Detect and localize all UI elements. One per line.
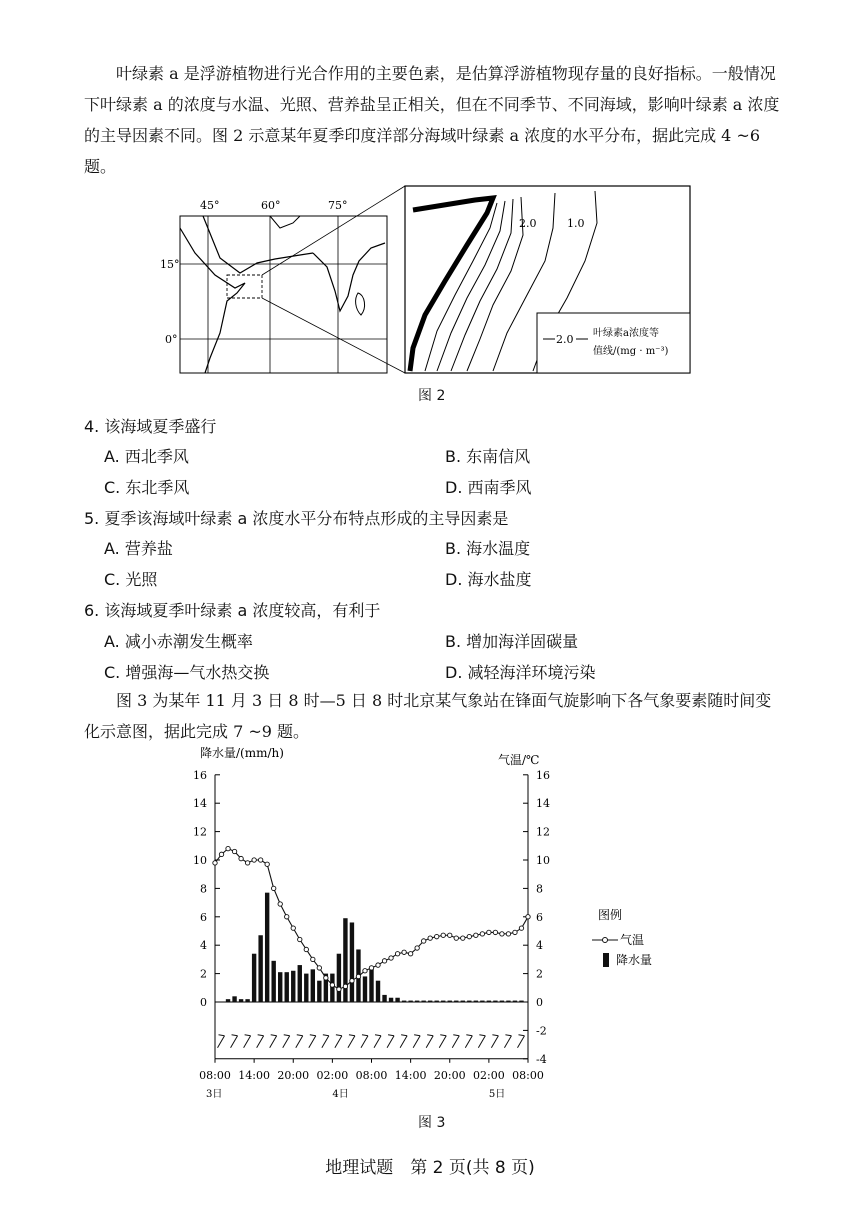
intro-paragraph-1: 叶绿素 a 是浮游植物进行光合作用的主要色素，是估算浮游植物现存量的良好指标。一般情况下叶绿素 a 的浓度与水温、光照、营养盐呈正相关，但在不同季节、不同海域，影响叶绿素 a 浓度的主导因素不同。图 2 示意某年夏季印度洋部分海域叶绿素 a 浓度的水平分布，据此完成 4 ~6 题。 — [84, 64, 780, 176]
temperature-point — [526, 915, 530, 919]
precipitation-bar — [285, 972, 289, 1002]
precipitation-bar — [337, 954, 341, 1002]
temperature-point — [317, 966, 321, 970]
wind-barb-icon — [517, 1035, 524, 1048]
wind-barb-icon — [348, 1035, 355, 1048]
y-right-tick-label: 2 — [536, 967, 543, 981]
temperature-point — [304, 947, 308, 951]
zoomed-panel — [405, 186, 690, 373]
precipitation-bar — [461, 1001, 465, 1002]
temperature-point — [500, 932, 504, 936]
x-tick-label: 20:00 — [277, 1068, 310, 1082]
question-5-option-d: D. 海水盐度 — [445, 570, 532, 589]
precipitation-bar — [513, 1001, 517, 1002]
precipitation-bar — [395, 998, 399, 1002]
temperature-point — [285, 915, 289, 919]
precipitation-bar — [245, 999, 249, 1002]
lat-label-15: 15° — [160, 258, 180, 271]
temperature-point — [356, 974, 360, 978]
day-label: 4日 — [332, 1088, 349, 1100]
wind-barb-icon — [270, 1035, 277, 1048]
precipitation-bar — [467, 1001, 471, 1002]
wind-barb-icon — [309, 1035, 316, 1048]
temperature-point — [343, 984, 347, 988]
lat-label-0: 0° — [165, 333, 178, 346]
contour-label-2: 2.0 — [519, 217, 537, 230]
y-left-tick-label: 0 — [200, 996, 207, 1009]
precipitation-bar — [278, 972, 282, 1002]
temperature-point — [219, 852, 223, 856]
lon-label-75: 75° — [328, 199, 348, 212]
precipitation-bar — [226, 999, 230, 1002]
precipitation-bar — [317, 981, 321, 1002]
legend-contour-text-1: 叶绿素a浓度等 — [593, 328, 659, 339]
legend-contour-text-2: 值线/(mg · m⁻³) — [593, 346, 669, 357]
wind-barb-icon — [296, 1035, 303, 1048]
precipitation-bar — [428, 1001, 432, 1002]
y-right-tick-label: 14 — [536, 797, 550, 811]
precipitation-bar — [369, 967, 373, 1003]
question-5-option-a: A. 营养盐 — [104, 539, 173, 558]
figure-3-chart — [180, 744, 690, 1104]
temperature-point — [213, 861, 217, 865]
day-label: 3日 — [206, 1088, 223, 1100]
x-tick-label: 02:00 — [473, 1068, 505, 1082]
wind-barb-icon — [244, 1035, 251, 1048]
precipitation-bar — [454, 1001, 458, 1002]
question-6-option-c: C. 增强海—气水热交换 — [104, 663, 270, 682]
temperature-point — [402, 950, 406, 954]
precipitation-bar — [415, 1001, 419, 1002]
question-5-stem: 5. 夏季该海域叶绿素 a 浓度水平分布特点形成的主导因素是 — [84, 509, 509, 528]
precipitation-bar — [500, 1001, 504, 1002]
y-left-tick-label: 14 — [193, 797, 207, 811]
contour-label-1: 1.0 — [567, 217, 585, 230]
precipitation-bar — [252, 954, 256, 1002]
wind-barb-icon — [465, 1035, 472, 1048]
precipitation-bar — [232, 996, 236, 1002]
temperature-point — [311, 957, 315, 961]
temperature-point — [363, 969, 367, 973]
x-tick-label: 20:00 — [433, 1068, 466, 1082]
y-right-tick-label: -2 — [536, 1024, 547, 1038]
temperature-point — [337, 987, 341, 991]
temperature-point — [395, 952, 399, 956]
precipitation-bar — [376, 981, 380, 1002]
x-tick-label: 08:00 — [199, 1068, 231, 1082]
wind-barb-icon — [452, 1035, 459, 1048]
precipitation-bar — [435, 1001, 439, 1002]
precipitation-bar — [265, 893, 269, 1002]
wind-barb-icon — [322, 1035, 329, 1048]
wind-barb-icon — [231, 1035, 238, 1048]
y-right-tick-label: 10 — [536, 854, 550, 867]
temperature-point — [278, 902, 282, 906]
temperature-point — [245, 861, 249, 865]
temperature-point — [513, 930, 517, 934]
temperature-point — [226, 846, 230, 850]
temperature-point — [448, 933, 452, 937]
question-6-option-b: B. 增加海洋固碳量 — [445, 632, 579, 651]
wind-barb-icon — [361, 1035, 368, 1048]
y-right-tick-label: 16 — [536, 768, 550, 782]
precipitation-bar — [493, 1001, 497, 1002]
precipitation-bar — [506, 1001, 510, 1002]
temperature-point — [376, 963, 380, 967]
temperature-point — [252, 858, 256, 862]
temperature-point — [441, 933, 445, 937]
temperature-point — [415, 946, 419, 950]
legend-temperature-label: 气温 — [620, 933, 645, 947]
precipitation-bar — [408, 1001, 412, 1002]
temperature-point — [519, 926, 523, 930]
temperature-point — [480, 932, 484, 936]
temperature-point — [265, 862, 269, 866]
question-6-option-d: D. 减轻海洋环境污染 — [445, 663, 596, 682]
temperature-point — [298, 937, 302, 941]
x-tick-label: 08:00 — [355, 1068, 388, 1082]
temperature-point — [324, 976, 328, 980]
y-left-tick-label: 8 — [200, 882, 207, 896]
y-left-tick-label: 6 — [200, 910, 207, 924]
y-right-tick-label: -4 — [536, 1052, 547, 1066]
temperature-point — [239, 856, 243, 860]
precipitation-bar — [298, 965, 302, 1002]
question-4-option-b: B. 东南信风 — [445, 447, 531, 466]
temperature-point — [258, 858, 262, 862]
x-tick-label: 14:00 — [238, 1068, 270, 1082]
wind-barb-icon — [426, 1035, 433, 1048]
temperature-point — [474, 933, 478, 937]
y-left-tick-label: 2 — [200, 967, 207, 981]
wind-barb-icon — [413, 1035, 420, 1048]
temperature-point — [330, 983, 334, 987]
question-5-option-c: C. 光照 — [104, 570, 158, 589]
temperature-point — [350, 979, 354, 983]
precipitation-bar — [343, 918, 347, 1002]
precipitation-bar — [239, 999, 243, 1002]
precipitation-bar — [330, 974, 334, 1002]
wind-barb-icon — [478, 1035, 485, 1048]
wind-barb-icon — [218, 1035, 225, 1048]
wind-barb-icon — [374, 1035, 381, 1048]
y-left-label: 降水量/(mm/h) — [200, 746, 284, 760]
precipitation-bar — [519, 1001, 523, 1002]
temperature-point — [382, 959, 386, 963]
y-right-tick-label: 0 — [536, 996, 543, 1009]
legend-precip-label: 降水量 — [616, 953, 653, 967]
precipitation-bar — [441, 1001, 445, 1002]
temperature-point — [421, 939, 425, 943]
wind-barb-icon — [387, 1035, 394, 1048]
question-5-option-b: B. 海水温度 — [445, 539, 531, 558]
temperature-point — [232, 849, 236, 853]
y-left-tick-label: 10 — [193, 854, 207, 867]
precipitation-bar — [402, 1001, 406, 1002]
precipitation-bar — [382, 995, 386, 1002]
temperature-point — [454, 936, 458, 940]
legend-contour-value: 2.0 — [556, 333, 574, 346]
wind-barb-icon — [400, 1035, 407, 1048]
temperature-point — [408, 952, 412, 956]
precipitation-bar — [363, 976, 367, 1002]
precipitation-bar — [421, 1001, 425, 1002]
y-left-tick-label: 16 — [193, 768, 207, 782]
temperature-point — [271, 886, 275, 890]
lon-label-60: 60° — [261, 199, 281, 212]
y-right-label: 气温/℃ — [498, 753, 540, 767]
wind-barb-icon — [335, 1035, 342, 1048]
temperature-point — [428, 936, 432, 940]
precipitation-bar — [448, 1001, 452, 1002]
y-left-tick-label: 12 — [193, 825, 207, 839]
wind-barb-icon — [257, 1035, 264, 1048]
wind-barb-icon — [491, 1035, 498, 1048]
temperature-point — [493, 930, 497, 934]
precipitation-bar — [480, 1001, 484, 1002]
x-tick-label: 02:00 — [316, 1068, 349, 1082]
y-right-tick-label: 12 — [536, 825, 550, 839]
x-tick-label: 08:00 — [512, 1068, 544, 1082]
legend-precip-swatch — [603, 953, 609, 967]
precipitation-bar — [304, 974, 308, 1002]
temperature-point — [506, 932, 510, 936]
page-footer: 地理试题 第 2 页(共 8 页) — [325, 1158, 535, 1178]
temperature-point — [435, 934, 439, 938]
temperature-point — [369, 966, 373, 970]
legend-title: 图例 — [598, 908, 623, 922]
temperature-point — [487, 930, 491, 934]
y-right-tick-label: 8 — [536, 882, 543, 896]
wind-barb-icon — [283, 1035, 290, 1048]
temperature-point — [291, 926, 295, 930]
precipitation-bar — [311, 969, 315, 1002]
precipitation-bar — [487, 1001, 491, 1002]
temperature-point — [461, 936, 465, 940]
lon-label-45: 45° — [200, 199, 220, 212]
precipitation-bar — [291, 971, 295, 1002]
y-right-tick-label: 4 — [536, 939, 543, 953]
wind-barb-icon — [439, 1035, 446, 1048]
x-tick-label: 14:00 — [394, 1068, 427, 1082]
regional-map — [160, 199, 387, 373]
figure-3-caption: 图 3 — [418, 1115, 446, 1131]
question-4-option-a: A. 西北季风 — [104, 447, 189, 466]
intro-paragraph-2: 图 3 为某年 11 月 3 日 8 时—5 日 8 时北京某气象站在锋面气旋影响下各气象要素随时间变化示意图，据此完成 7 ~9 题。 — [84, 691, 772, 741]
question-6-stem: 6. 该海域夏季叶绿素 a 浓度较高，有利于 — [84, 601, 381, 620]
figure-2-map — [160, 183, 695, 378]
figure-2-caption: 图 2 — [418, 388, 446, 404]
temperature-point — [389, 956, 393, 960]
y-right-tick-label: 6 — [536, 910, 543, 924]
precipitation-bar — [350, 922, 354, 1002]
y-left-tick-label: 4 — [200, 939, 207, 953]
wind-barb-icon — [504, 1035, 511, 1048]
question-4-stem: 4. 该海域夏季盛行 — [84, 417, 217, 436]
question-4-option-d: D. 西南季风 — [445, 478, 532, 497]
precipitation-bar — [389, 998, 393, 1002]
precipitation-bar — [258, 935, 262, 1002]
question-6-option-a: A. 减小赤潮发生概率 — [104, 632, 253, 651]
temperature-point — [467, 934, 471, 938]
day-label: 5日 — [488, 1088, 506, 1100]
legend-temperature-marker — [603, 938, 608, 943]
question-4-option-c: C. 东北季风 — [104, 478, 190, 497]
precipitation-bar — [271, 961, 275, 1002]
precipitation-bar — [474, 1001, 478, 1002]
